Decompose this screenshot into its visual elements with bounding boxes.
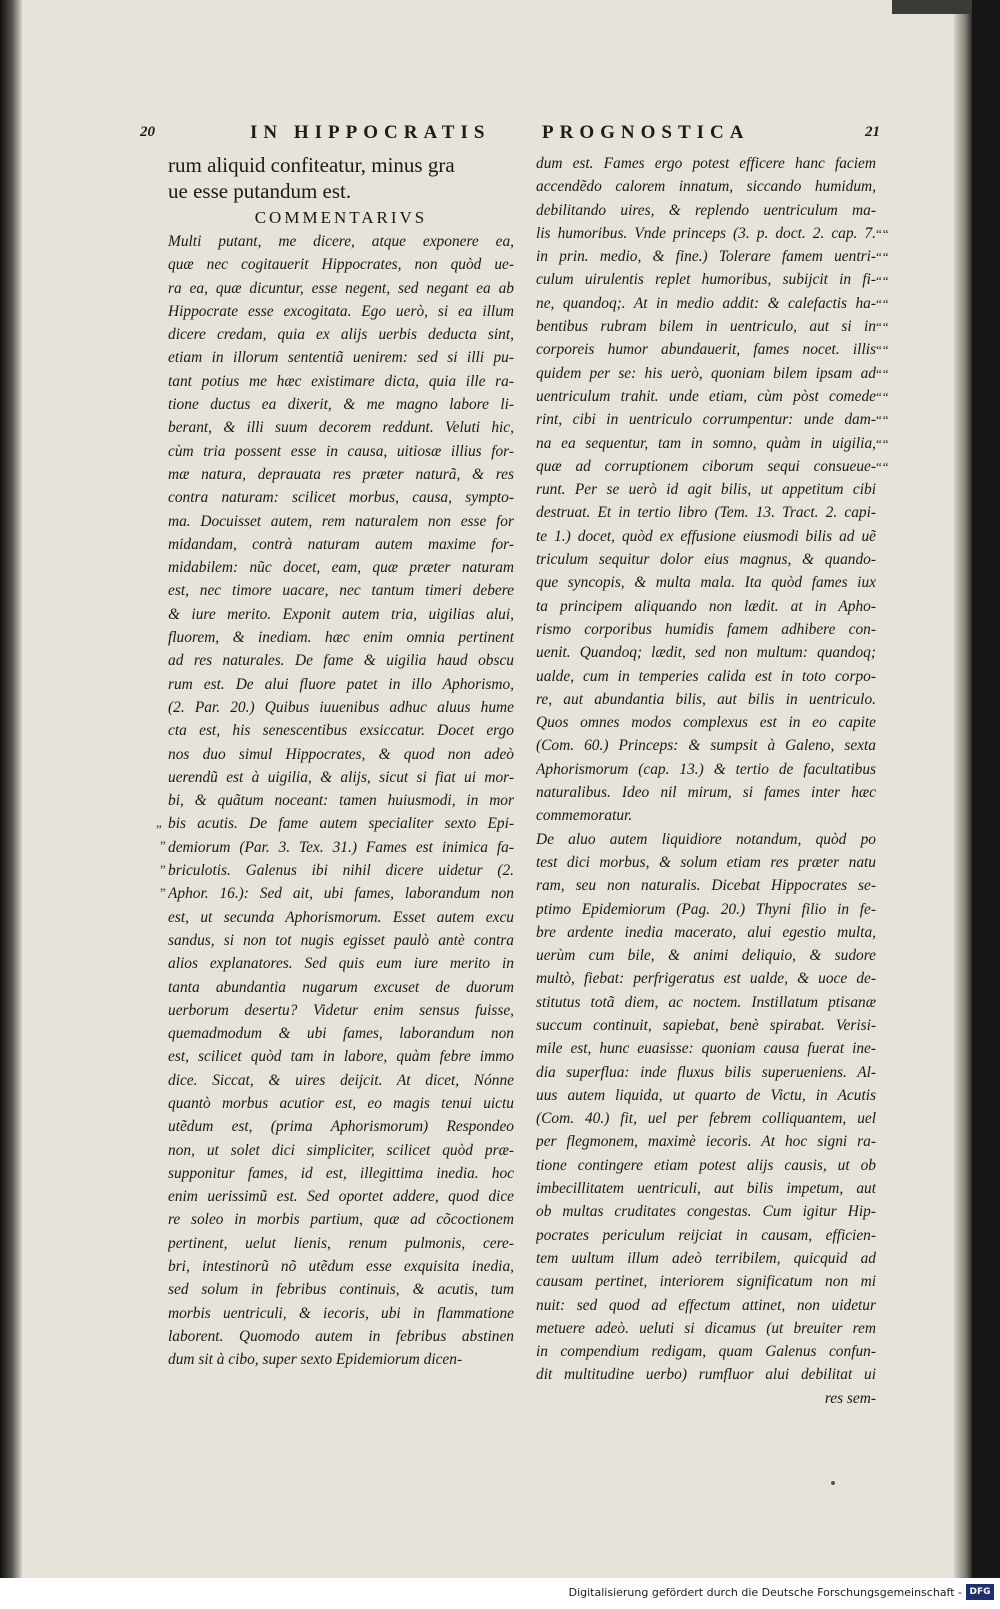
text-line: tione ductus ea dixerit, & me magno labore li- — [168, 396, 514, 414]
text-line: destruat. Et in tertio libro (Tem. 13. Tract. 2. capi- — [536, 504, 876, 522]
text-line: Multi putant, me dicere, atque exponere ea, — [168, 233, 514, 250]
text-line: briculotis. Galenus ibi nihil dicere uidetur (2. — [168, 862, 514, 880]
margin-quote-mark: „ — [156, 815, 163, 830]
text-line: uenit. Quandoq; lædit, sed non multum: quandoq; — [536, 644, 876, 662]
dfg-logo: DFG — [966, 1584, 994, 1600]
text-line: quidem per se: his uerò, quoniam bilem ipsam ad — [536, 364, 876, 382]
text-line: ta principem aliquando non lædit. at in Apho- — [536, 597, 876, 615]
text-line: succum continuit, sapiebat, benè spirabat. Verisi- — [536, 1016, 876, 1034]
text-line: quæ ad corruptionem ciborum sequi consueue- — [536, 457, 876, 475]
commentary-heading: COMMENTARIVS — [254, 208, 428, 227]
footer-bar — [0, 1578, 1000, 1609]
text-line: culum uirulentis replet humoribus, subijcit in fi- — [536, 271, 876, 289]
scan-border — [892, 0, 972, 14]
text-line: tione contingere etiam potest alijs causis, ut ob — [536, 1156, 876, 1174]
text-line: res sem- — [824, 1389, 876, 1407]
text-line: dia superflua: inde fluxus bilis superueniens. Al- — [536, 1063, 876, 1081]
funding-notice: Digitalisierung gefördert durch die Deutsche Forschungsgemeinschaft - — [568, 1586, 962, 1599]
text-line: (Com. 60.) Princeps: & sumpsit à Galeno, sexta — [536, 737, 876, 755]
text-line: dit multitudine uerbo) rumfluor alui debilitat ui — [536, 1366, 876, 1384]
text-line: lis humoribus. Vnde princeps (3. p. doct. 2. cap. 7. — [536, 224, 876, 242]
text-line: tanta abundantia nugarum excuset de duorum — [168, 978, 514, 996]
margin-quote-mark: ” — [160, 885, 167, 900]
text-line: in compendium redigam, quam Galenus confun- — [536, 1343, 876, 1361]
text-line: supponitur fames, id est, illegittima inedia. hoc — [168, 1164, 514, 1182]
text-line: Hippocrate esse excogitata. Ego uerò, si ea illum — [168, 302, 514, 320]
text-line: runt. Per se uerò id agit bilis, ut appetitum cibi — [536, 481, 876, 499]
text-line: dum sit à cibo, super sexto Epidemiorum dicen- — [168, 1351, 463, 1369]
text-line: est, nec timore uacare, nec tantum timeri debere — [168, 582, 514, 600]
ink-speck — [831, 1481, 835, 1485]
text-line: ad res naturales. De fame & uigilia haud obscu — [168, 652, 514, 670]
text-line: sandus, si non tot nugis egisset paulò antè contra — [168, 931, 514, 949]
text-line: uerborum desertu? Videtur enim sensus fuisse, — [168, 1001, 514, 1019]
text-line: naturalibus. Ideo nil mirum, si fames inter hæc — [536, 784, 876, 802]
page-edge — [954, 0, 972, 1578]
text-line: uentriculum trahit. unde etiam, cùm pòst comede — [536, 387, 876, 405]
lemma-line: rum aliquid confiteatur, minus gra — [168, 153, 455, 177]
text-line: laborent. Quomodo autem in febribus abstinen — [168, 1327, 514, 1345]
text-line: imbecillitatem uentriculi, aut bilis impetum, aut — [536, 1180, 876, 1198]
text-line: accendẽdo calorem innatum, siccando humidum, — [536, 178, 876, 196]
text-line: bi, & quãtum noceant: tamen huiusmodi, in mor — [168, 792, 514, 810]
running-title-left: IN HIPPOCRATIS — [250, 122, 491, 143]
text-line: bre ardente inedia macerato, alui egestio multa, — [536, 923, 876, 941]
text-line: ma. Docuisset autem, rem naturalem non esse for — [168, 512, 514, 530]
text-line: (Com. 40.) fit, uel per febrem colliquantem, uel — [536, 1110, 876, 1128]
text-line: ra ea, quæ dicuntur, esse negent, sed negant ea ab — [168, 279, 514, 297]
text-line: debilitando uires, & replendo uentriculum ma- — [536, 201, 876, 219]
text-line: metuere adeò. ueluti si dicamus (ut breuiter rem — [536, 1319, 876, 1337]
text-line: utẽdum est, (prima Aphorismorum) Respondeo — [168, 1118, 514, 1136]
text-line: uerùm cum bile, & animi deliquio, & sudore — [536, 947, 876, 965]
lemma-line: ue esse putandum est. — [168, 179, 352, 203]
text-line: nuit: sed quod ad effectum attinet, non uidetur — [536, 1296, 876, 1314]
text-line: (2. Par. 20.) Quibus iuuenibus adhuc aluus hume — [168, 698, 514, 716]
margin-quote-mark: ““ — [876, 389, 890, 404]
text-line: contra naturam: scilicet morbus, causa, sympto- — [168, 489, 514, 507]
text-line: sed solum in febribus continuis, & acutis, tum — [168, 1281, 514, 1299]
text-line: quemadmodum & ubi fames, laborandum non — [168, 1025, 514, 1043]
margin-quote-mark: ““ — [876, 412, 890, 428]
text-line: ualde, cum in temperies calida est in toto corpo- — [536, 667, 876, 685]
text-line: rint, cibi in uentriculo corrumpentur: unde dam- — [536, 411, 876, 429]
text-line: est, ut secunda Aphorismorum. Esset autem excu — [168, 908, 514, 926]
text-line: re, aut abundantia bilis, aut bilis in uentriculo. — [536, 690, 876, 708]
margin-quote-mark: ““ — [876, 272, 890, 288]
text-line: ram, seu non naturalis. Dicebat Hippocrates se- — [536, 877, 876, 895]
text-line: causam pertinet, interiorem significatum non mi — [536, 1273, 876, 1291]
text-line: dice. Siccat, & uires deijcit. At dicet, Nónne — [168, 1071, 514, 1089]
margin-quote-mark: ““ — [876, 342, 890, 358]
text-line: non, ut solet dici simpliciter, scilicet quòd præ- — [168, 1141, 514, 1159]
text-line: pertinent, uelut lienis, renum pulmonis, cere- — [168, 1234, 514, 1252]
text-line: dum est. Fames ergo potest efficere hanc faciem — [536, 155, 876, 172]
text-line: rismo corporibus humidis famem adhibere con- — [536, 620, 876, 638]
running-head — [140, 122, 880, 146]
text-line: enim uerissimũ est. Sed oportet addere, quod dice — [168, 1188, 514, 1206]
text-line: rum est. De alui fluore patet in illo Aphorismo, — [168, 675, 514, 693]
text-line: mile est, hunc euasisse: quoniam causa fuerat ine- — [536, 1040, 876, 1058]
text-line: na ea sequentur, tam in somno, quàm in uigilia, — [536, 434, 876, 452]
text-line: dicere credam, quia ex alijs uerbis deducta sint, — [168, 326, 514, 344]
margin-quote-mark: ““ — [876, 225, 890, 241]
text-line: commemoratur. — [536, 807, 633, 825]
text-line: tem uultum illum adeò terribilem, quicquid ad — [536, 1249, 876, 1267]
margin-quote-mark: ” — [160, 862, 167, 877]
margin-quote-mark: ““ — [876, 435, 890, 451]
text-line: bri, intestinorũ nõ utẽdum esse exquisita inedia, — [168, 1258, 514, 1276]
margin-quote-mark: ““ — [876, 249, 890, 265]
text-line: Quos omnes modos complexus est in eo capite — [536, 714, 876, 732]
text-line: Aphorismorum (cap. 13.) & tertio de facultatibus — [536, 760, 876, 778]
text-line: nos duo simul Hippocrates, & quod non adeò — [168, 745, 514, 763]
text-line: ob multas cruditates congestas. Cum igitur Hip- — [536, 1203, 876, 1221]
text-line: multò, fiebat: perfrigeratus est ualde, & uoce de- — [536, 970, 876, 988]
text-line: bis acutis. De fame autem specialiter sexto Epi- — [168, 815, 514, 833]
text-line: midandam, contrà naturam autem maxime for- — [168, 535, 514, 553]
text-line: quæ nec cogitauerit Hippocrates, non quòd ue- — [168, 256, 514, 274]
text-line: alios explanatores. Sed quis eum iure merito in — [168, 955, 514, 973]
text-line: pocrates periculum reijciat in causam, efficien- — [536, 1226, 876, 1244]
text-line: uus autem liquida, ut quarto de Victu, in Acutis — [536, 1086, 876, 1104]
margin-quote-mark: ““ — [876, 319, 890, 335]
binding-shadow — [0, 0, 22, 1578]
text-line: corporeis humor abundauerit, fames nocet. illis — [536, 341, 876, 359]
text-line: bentibus rubram bilem in uentriculo, aut si in — [536, 318, 876, 336]
text-line: demiorum (Par. 3. Tex. 31.) Fames est inimica fa- — [168, 838, 514, 856]
text-line: cta est, his senescentibus exsiccatur. Docet ergo — [168, 722, 514, 740]
text-line: quantò morbus acutior est, eo magis tenui uictu — [168, 1094, 514, 1112]
text-line: ptimo Epidemiorum (Pag. 20.) Thyni filio in fe- — [536, 900, 876, 918]
text-line: midabilem: nũc docet, eam, quæ præter naturam — [168, 559, 514, 577]
left-column — [168, 152, 514, 1372]
text-line: que syncopis, & multa mala. Ita quòd fames iux — [536, 574, 876, 592]
right-column — [536, 152, 876, 1410]
text-line: De aluo autem liquidiore notandum, quòd po — [536, 830, 876, 848]
text-line: ne, quandoq;. At in medio addit: & calefactis ha- — [536, 294, 876, 312]
folio-right: 21 — [865, 124, 880, 140]
text-line: est, scilicet quòd tam in labore, quàm febre immo — [168, 1048, 514, 1066]
text-line: mæ natura, deprauata res præter naturã, & res — [168, 465, 514, 483]
text-line: stitutus totã diem, ac noctem. Instillatum ptisanæ — [536, 993, 876, 1011]
text-line: test dici morbus, & solum etiam res præter natu — [536, 853, 876, 871]
text-line: triculum sequitur dolor eius magnus, & quando- — [536, 551, 876, 569]
text-line: & iure merito. Exponit autem tria, uigilias alui, — [168, 605, 514, 623]
text-line: etiam in illorum sententiã uenirem: sed si illi pu- — [168, 349, 514, 367]
margin-quote-mark: ” — [160, 838, 167, 853]
text-line: te 1.) docet, quòd ex effusione eiusmodi bilis ad uẽ — [536, 527, 876, 545]
running-title-right: PROGNOSTICA — [542, 122, 750, 143]
text-line: Aphor. 16.): Sed ait, ubi fames, laborandum non — [168, 885, 514, 903]
text-line: tant potius me hæc existimare dicta, quia ille ra- — [168, 372, 514, 390]
text-line: morbis uentriculi, & iecoris, ubi in flammatione — [168, 1304, 514, 1322]
text-line: uerendũ est à uigilia, & alijs, sicut si fiat ui mor- — [168, 768, 514, 786]
text-line: re soleo in morbis partium, quæ ad cõcoctionem — [168, 1211, 514, 1229]
margin-quote-mark: ““ — [876, 365, 890, 381]
margin-quote-mark: ““ — [876, 458, 890, 474]
folio-left: 20 — [140, 124, 155, 140]
margin-quote-mark: ““ — [876, 295, 890, 311]
text-line: fluorem, & inediam. hæc enim omnia pertinent — [168, 629, 514, 647]
text-line: berant, & illi suum decorem reddunt. Veluti hic, — [168, 419, 514, 437]
text-line: in prin. medio, & fine.) Tolerare famem uentri- — [536, 248, 876, 266]
text-line: cùm tria possent esse in causa, uitiosæ illius for- — [168, 442, 514, 460]
text-line: per flegmonem, maximè iecoris. At hoc signi ra- — [536, 1133, 876, 1151]
